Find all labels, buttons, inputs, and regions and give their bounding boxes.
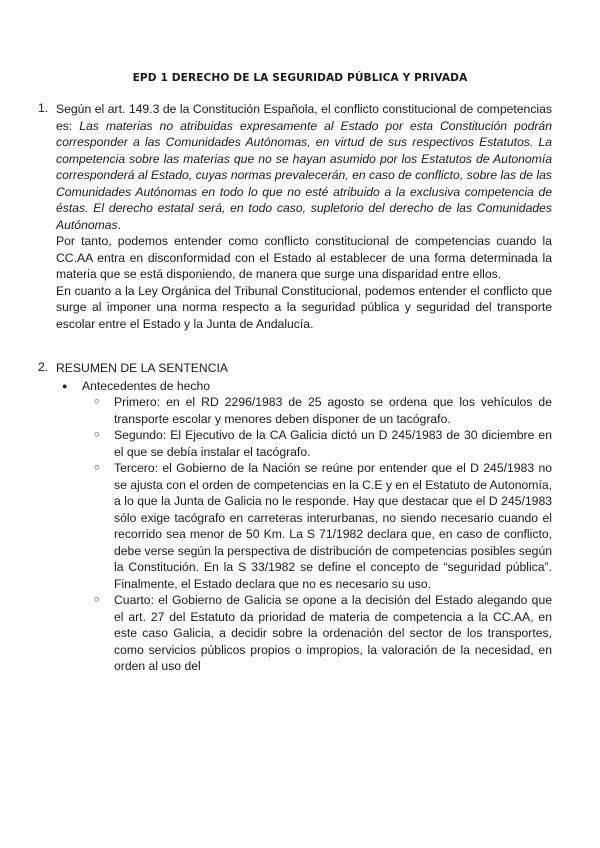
section-2 bbox=[38, 360, 552, 675]
section-2-number: 2. bbox=[38, 360, 49, 374]
sub-item-text: Primero: en el RD 2296/1983 de 25 agosto se ordena que los vehículos de transporte escolar y menores deben disponer de un tacógrafo. bbox=[114, 395, 552, 426]
sub-item-text: Segundo: El Ejecutivo de la CA Galicia dictó un D 245/1983 de 30 diciembre en el que se debía instalar el tacógrafo. bbox=[114, 428, 552, 459]
sub-item-primero bbox=[94, 394, 552, 427]
circle-bullet-icon: ○ bbox=[94, 429, 100, 440]
section-1-body bbox=[56, 101, 552, 332]
section-1-paragraph-3: En cuanto a la Ley Orgánica del Tribunal Constitucional, podemos entender el conflicto que surge al imponer una norma respecto a la seguridad pública y seguridad del transporte escolar entre el Estado y la Junta de Andalucía. bbox=[56, 283, 552, 331]
circle-bullet-icon: ○ bbox=[94, 462, 100, 473]
section-2-heading: RESUMEN DE LA SENTENCIA bbox=[56, 361, 229, 375]
bullet-item bbox=[38, 378, 552, 395]
constitution-quote: Las materias no atribuidas expresamente al Estado por esta Constitución podrán corresponder a las Comunidades Autónomas, en virtud de sus respectivos Estatutos. La competencia sobre las materias que no se hayan asumido por los Estatutos de Autonomía corresponderá al Estado, cuyas normas prevalecerán, en caso de conflicto, sobre las de las Comunidades Autónomas en todo lo que no esté atribuido a la exclusiva competencia de éstas. El derecho estatal será, en todo caso, supletorio del derecho de las Comunidades Autónomas bbox=[56, 118, 552, 232]
sub-item-text: Cuarto: el Gobierno de Galicia se opone a la decisión del Estado alegando que el art. 27 del Estatuto da prioridad de materia de competencia a la CC.AA, en este caso Galicia, a decidir sobre la ordenación del sector de los transportes, como servicios públicos propios o impropios, la valoración de la necesidad, en orden al uso del bbox=[114, 593, 552, 673]
section-1-intro: Según el art. 149.3 de la Constitución Española, el conflicto constitucional de competencias es: bbox=[56, 102, 552, 133]
circle-bullet-icon: ○ bbox=[94, 396, 100, 407]
quote-end: . bbox=[117, 217, 122, 232]
bullet-text: Antecedentes de hecho bbox=[82, 378, 211, 393]
section-1 bbox=[38, 101, 552, 332]
document-title: EPD 1 DERECHO DE LA SEGURIDAD PÚBLICA Y PRIVADA bbox=[132, 72, 468, 84]
sub-item-cuarto bbox=[94, 592, 552, 675]
bullet-dot-icon: ● bbox=[62, 380, 68, 391]
section-1-paragraph-1 bbox=[56, 101, 552, 233]
circle-bullet-icon: ○ bbox=[94, 594, 100, 605]
section-1-paragraph-2: Por tanto, podemos entender como conflicto constitucional de competencias cuando la CC.AA entra en disconformidad con el Estado al establecer de una forma determinada la materia que se está disponiendo, de manera que surge una disparidad entre ellos. bbox=[56, 234, 552, 281]
section-1-number: 1. bbox=[38, 101, 49, 115]
sub-item-segundo bbox=[94, 427, 552, 460]
sub-item-text: Tercero: el Gobierno de la Nación se reúne por entender que el D 245/1983 no se ajusta con el orden de competencias en la C.E y en el Estatuto de Autonomía, a lo que la Junta de Galicia no le responde. Hay que destacar que el D 245/1983 sólo exige tacógrafo en carreteras interurbanas, no siendo necesario cuando el recorrido sea menor de 50 Km. La S 71/1982 declara que, en caso de conflicto, debe verse según la perspectiva de distribución de competencias posibles según la Constitución. En la S 33/1982 se define el concepto de “seguridad pública”. Finalmente, el Estado declara que no es necesario su uso. bbox=[114, 461, 552, 591]
sub-item-tercero bbox=[94, 460, 552, 592]
